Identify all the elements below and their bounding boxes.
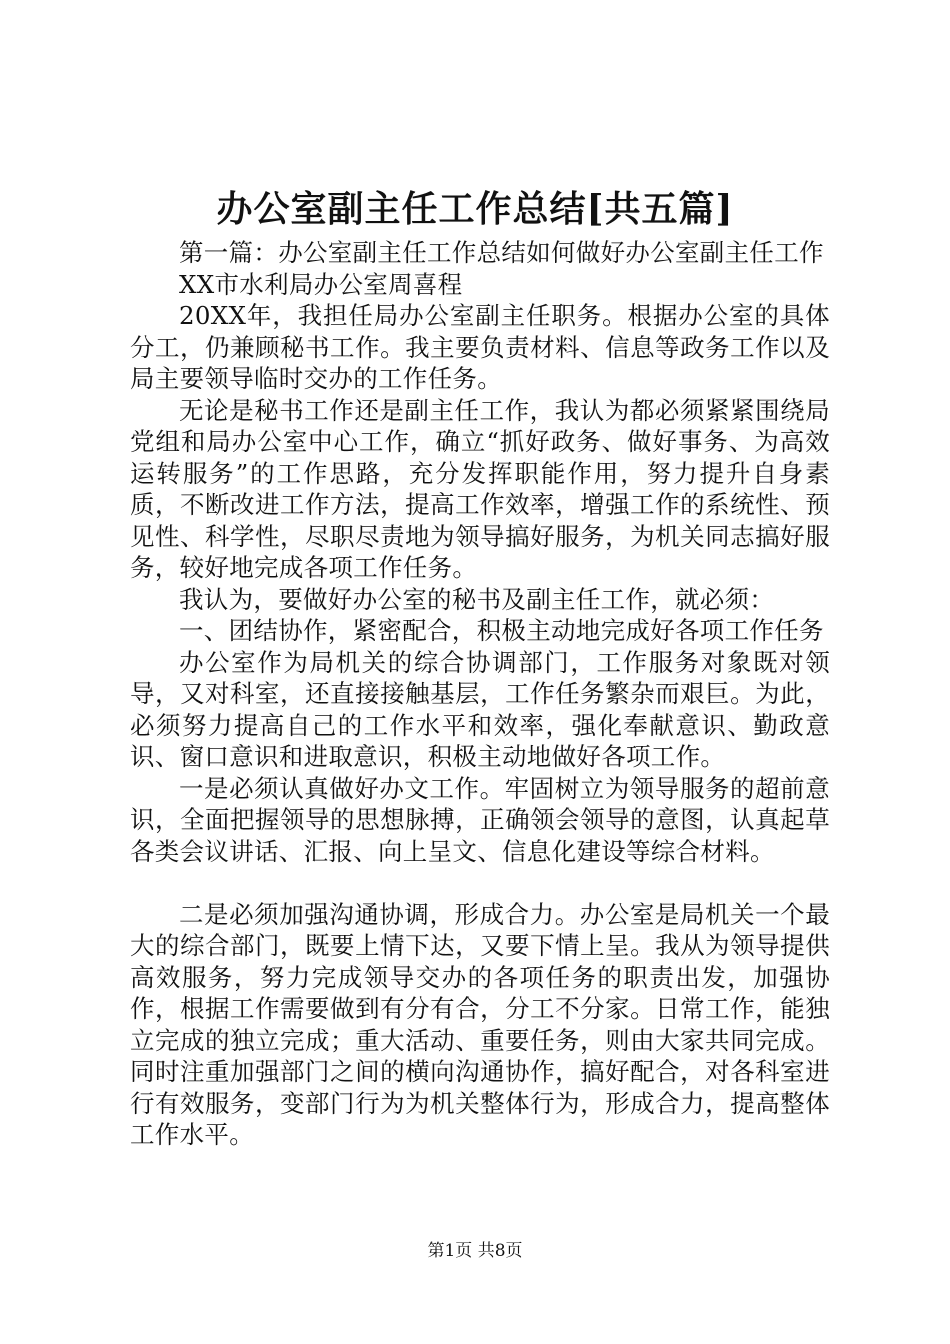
paragraph-7: 办公室作为局机关的综合协调部门，工作服务对象既对领导，又对科室，还直接接触基层，工作任务繁杂而艰巨。为此，必须努力提高自己的工作水平和效率，强化奉献意识、勤政意识、窗口意识和进取意识，积极主动地做好各项工作。	[130, 647, 830, 771]
paragraph-3: 20XX年，我担任局办公室副主任职务。根据办公室的具体分工，仍兼顾秘书工作。我主要负责材料、信息等政务工作以及局主要领导临时交办的工作任务。	[130, 301, 830, 393]
document-body	[130, 237, 830, 1151]
paragraph-6: 一、团结协作，紧密配合，积极主动地完成好各项工作任务	[179, 616, 824, 645]
paragraph-5: 我认为，要做好办公室的秘书及副主任工作，就必须：	[179, 584, 775, 614]
page-footer: 第1页 共8页	[427, 1241, 523, 1261]
paragraph-8: 一是必须认真做好办文工作。牢固树立为领导服务的超前意识，全面把握领导的思想脉搏，正确领会领导的意图，认真起草各类会议讲话、汇报、向上呈文、信息化建设等综合材料。	[130, 773, 830, 866]
document-title: 办公室副主任工作总结[共五篇]	[216, 188, 734, 230]
paragraph-4: 无论是秘书工作还是副主任工作，我认为都必须紧紧围绕局党组和局办公室中心工作，确立“抓好政务、做好事务、为高效运转服务”的工作思路，充分发挥职能作用，努力提升自身素质，不断改进工作方法，提高工作效率，增强工作的系统性、预见性、科学性，尽职尽责地为领导搞好服务，为机关同志搞好服务，较好地完成各项工作任务。	[130, 395, 830, 582]
paragraph-9: 二是必须加强沟通协调，形成合力。办公室是局机关一个最大的综合部门，既要上情下达，又要下情上呈。我从为领导提供高效服务，努力完成领导交办的各项任务的职责出发，加强协作，根据工作需要做到有分有合，分工不分家。日常工作，能独立完成的独立完成；重大活动、重要任务，则由大家共同完成。同时注重加强部门之间的横向沟通协作，搞好配合，对各科室进行有效服务，变部门行为为机关整体行为，形成合力，提高整体工作水平。	[130, 899, 830, 1149]
paragraph-1: 第一篇：办公室副主任工作总结如何做好办公室副主任工作	[179, 238, 824, 267]
paragraph-2: XX市水利局办公室周喜程	[179, 269, 463, 299]
